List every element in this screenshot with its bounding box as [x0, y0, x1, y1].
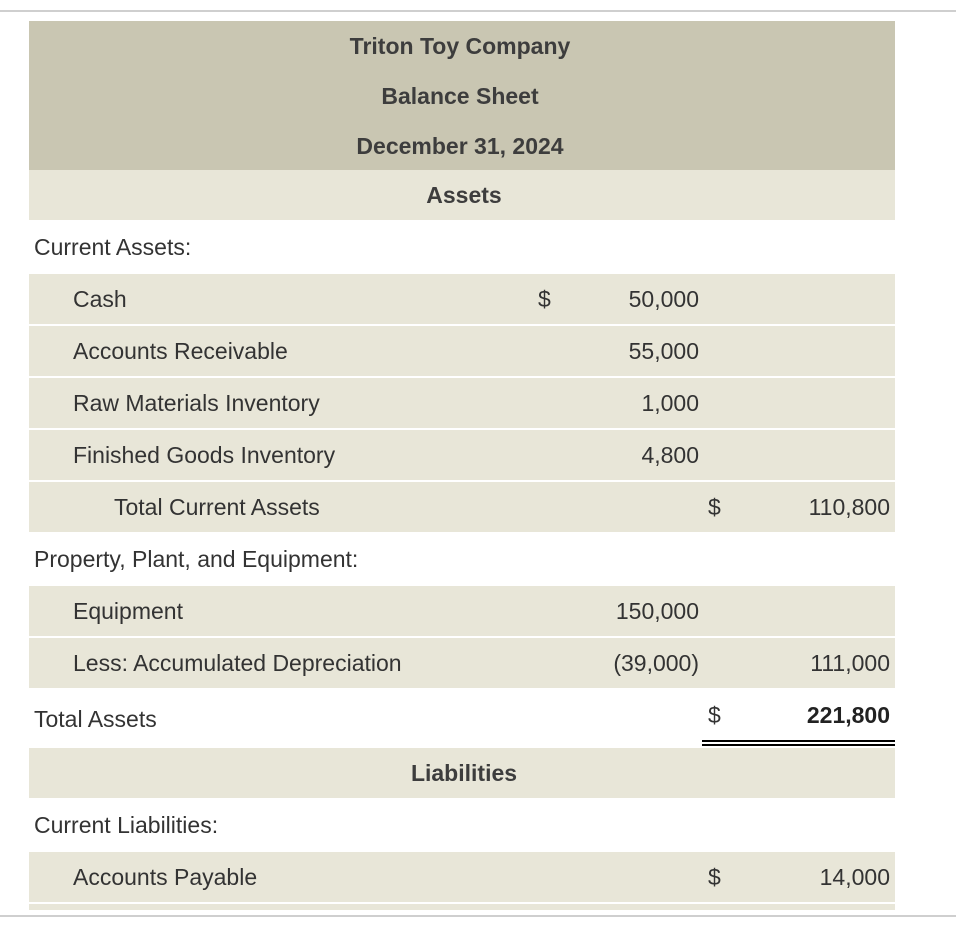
- table-row: [29, 798, 895, 850]
- section-title-liabilities: Liabilities: [410, 760, 518, 786]
- equipment-label: Equipment: [73, 598, 183, 624]
- statement-date: December 31, 2024: [356, 133, 564, 159]
- table-row: [29, 688, 895, 746]
- cash-currency: $: [538, 286, 551, 312]
- accounts-payable-amount: 14,000: [819, 864, 890, 890]
- total-current-assets-currency: $: [708, 494, 721, 520]
- accumulated-depreciation-label: Less: Accumulated Depreciation: [73, 650, 402, 676]
- raw-materials-amount: 1,000: [641, 390, 699, 416]
- accounts-receivable-label: Accounts Receivable: [73, 338, 288, 364]
- ppe-heading: Property, Plant, and Equipment:: [34, 546, 359, 572]
- top-divider: [0, 10, 956, 12]
- table-row: [29, 324, 895, 376]
- table-row: [29, 376, 895, 428]
- table-row: [29, 532, 895, 584]
- bottom-divider: [0, 915, 956, 917]
- accounts-payable-currency: $: [708, 864, 721, 890]
- statement-title: Balance Sheet: [381, 83, 539, 109]
- finished-goods-amount: 4,800: [641, 442, 699, 468]
- accounts-payable-label: Accounts Payable: [73, 864, 258, 890]
- statement-header: [29, 21, 895, 170]
- table-row: [29, 220, 895, 272]
- section-title-assets: Assets: [426, 182, 502, 208]
- total-current-assets-amount: 110,800: [808, 494, 890, 520]
- table-row: [29, 272, 895, 324]
- section-row-assets: [29, 170, 895, 220]
- cash-label: Cash: [73, 286, 127, 312]
- accounts-receivable-amount: 55,000: [628, 338, 699, 364]
- table-row: [29, 428, 895, 480]
- total-current-assets-label: Total Current Assets: [114, 494, 320, 520]
- section-row-liabilities: [29, 746, 895, 798]
- accumulated-depreciation-amount: (39,000): [613, 650, 699, 676]
- finished-goods-label: Finished Goods Inventory: [73, 442, 336, 468]
- total-assets-currency: $: [708, 702, 721, 728]
- table-row: [29, 850, 895, 902]
- cash-amount: 50,000: [628, 286, 699, 312]
- company-name: Triton Toy Company: [349, 33, 571, 59]
- table-row: [29, 902, 895, 910]
- table-row: [29, 636, 895, 688]
- table-row: [29, 584, 895, 636]
- total-assets-amount: 221,800: [806, 702, 890, 728]
- equipment-amount: 150,000: [615, 598, 699, 624]
- total-assets-label: Total Assets: [34, 706, 157, 732]
- current-assets-heading: Current Assets:: [34, 234, 192, 260]
- current-liabilities-heading: Current Liabilities:: [34, 812, 219, 838]
- balance-sheet-table: [29, 21, 895, 910]
- table-row: [29, 480, 895, 532]
- net-ppe-amount: 111,000: [810, 650, 890, 676]
- raw-materials-label: Raw Materials Inventory: [73, 390, 320, 416]
